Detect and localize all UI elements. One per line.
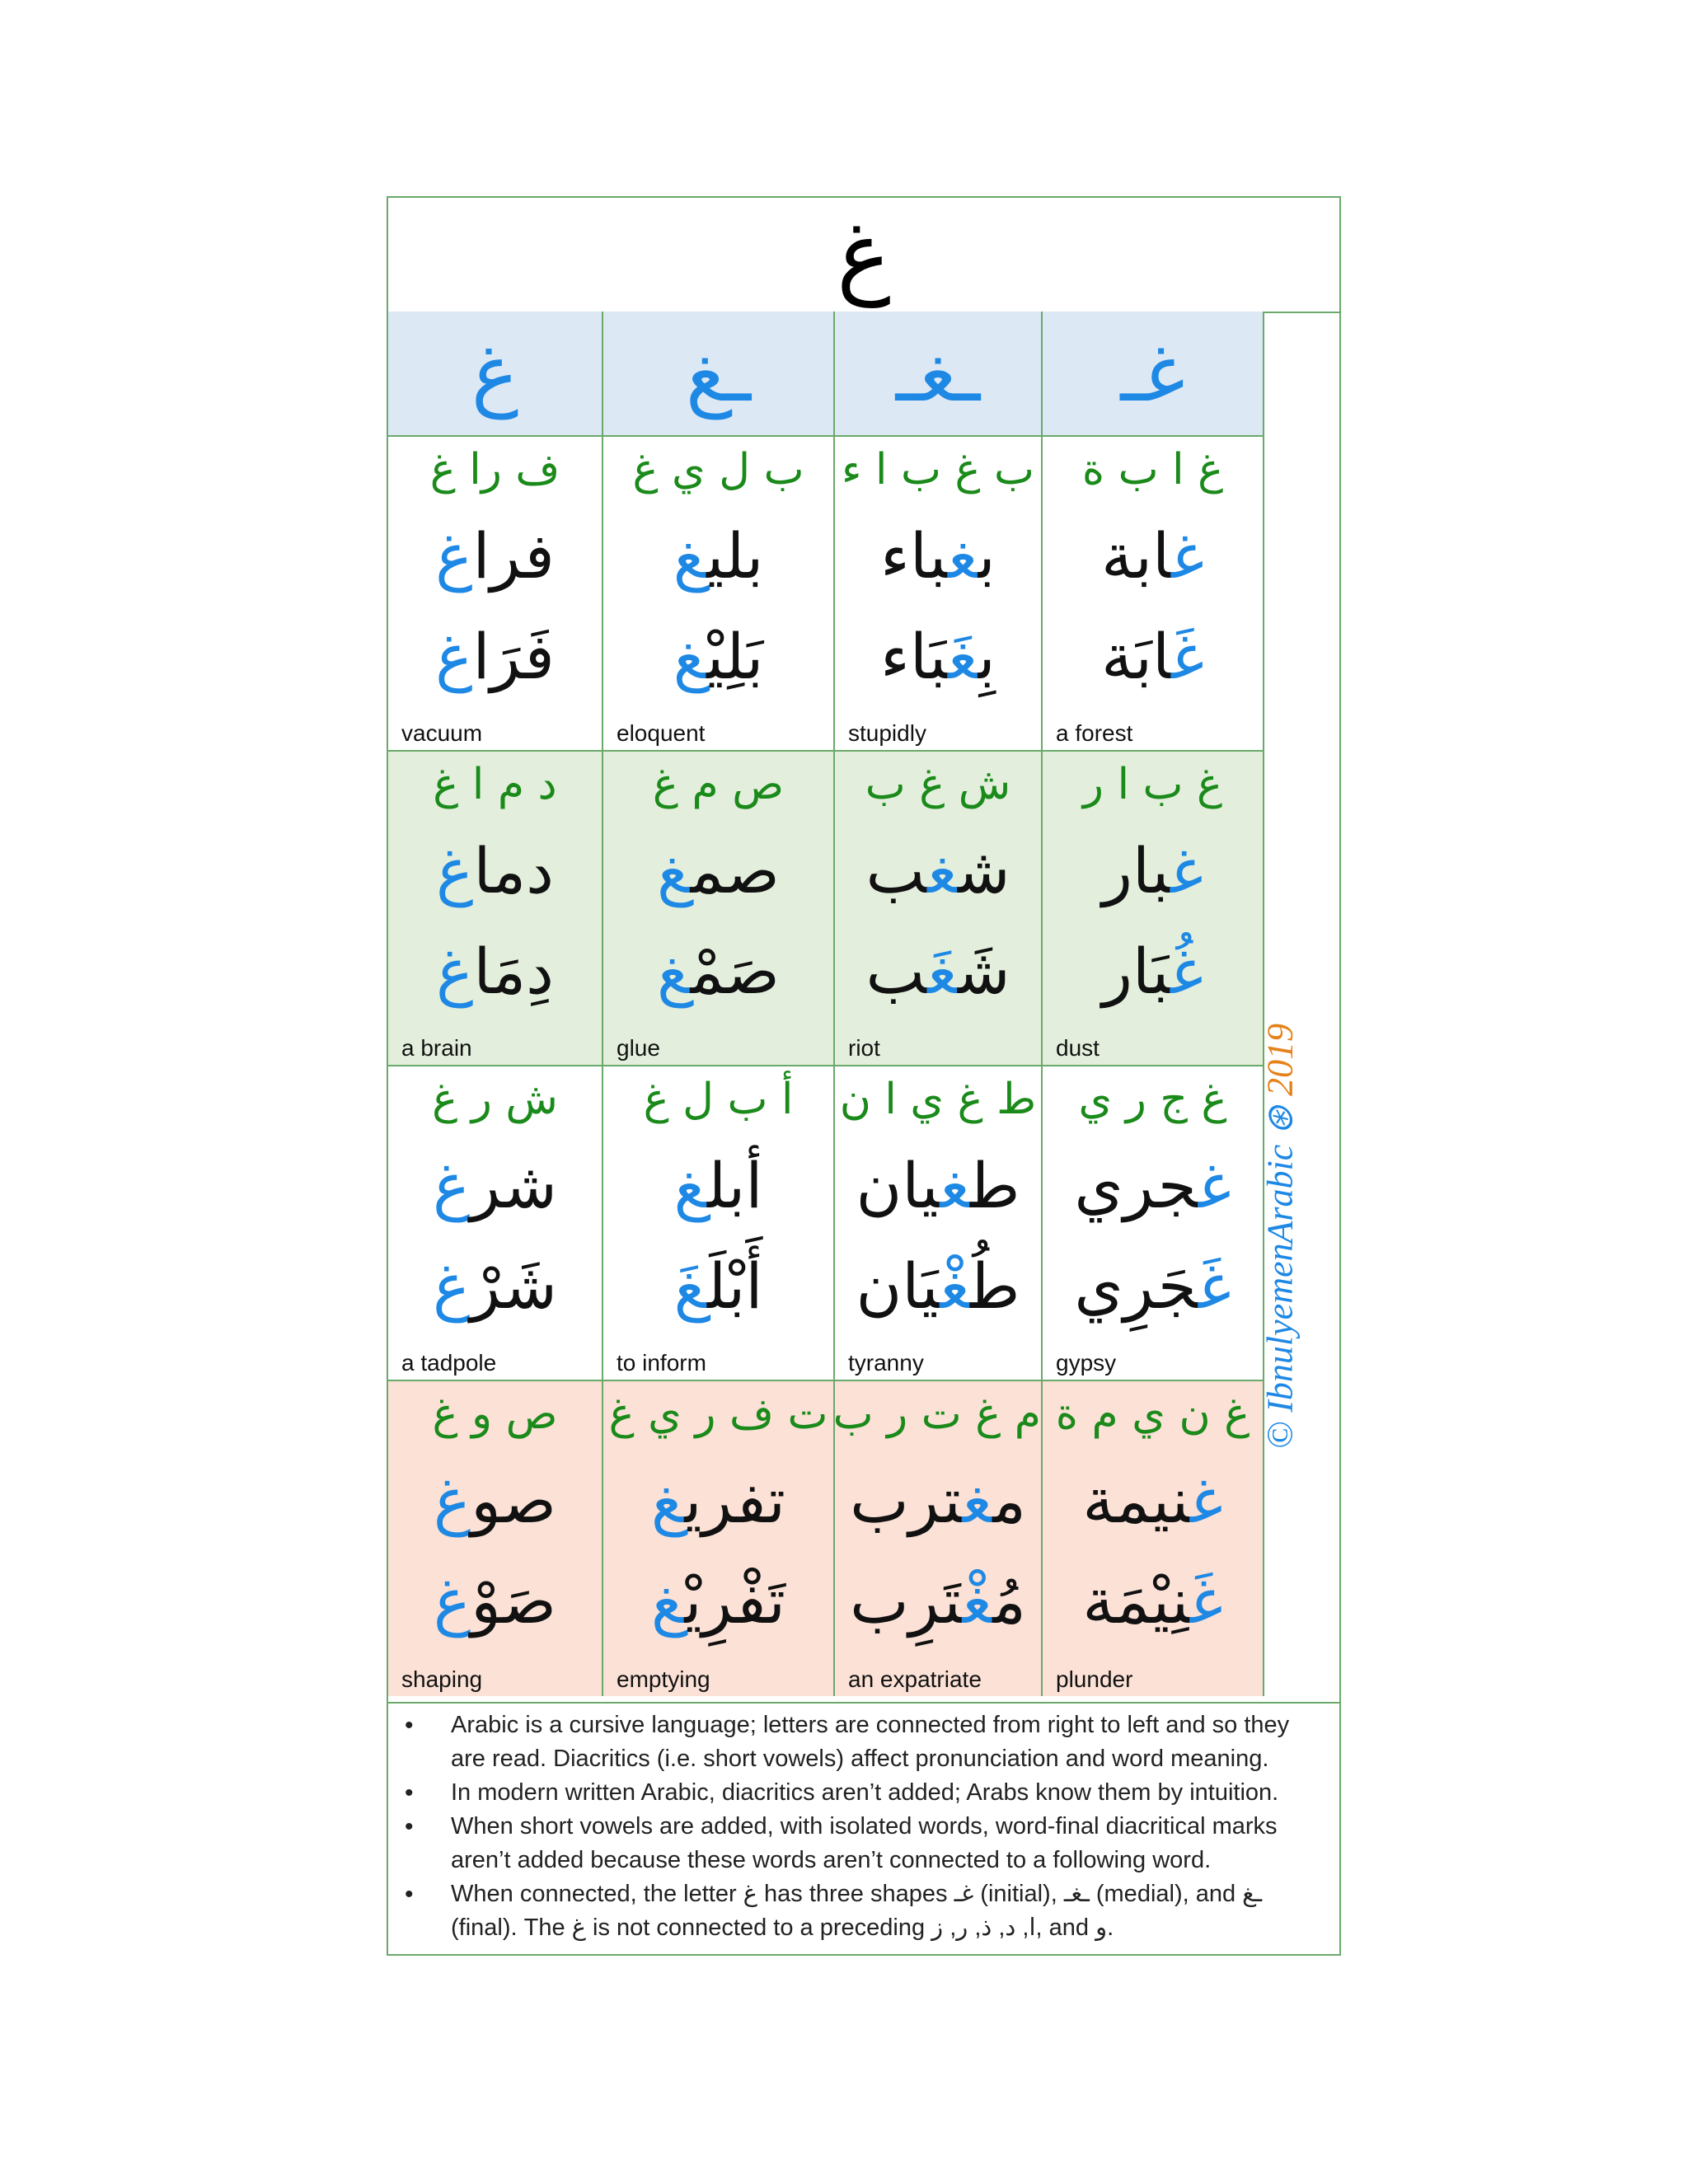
word-plain: فراغ — [435, 519, 555, 593]
notes-list — [398, 1708, 1325, 1945]
word-meaning: to inform — [617, 1350, 706, 1376]
word-meaning: a brain — [401, 1035, 472, 1061]
word-meaning: emptying — [617, 1666, 710, 1692]
spelled-letters: ت ف ر ي غ — [608, 1390, 828, 1439]
word-plain: طغيان — [856, 1149, 1020, 1222]
spelled-letters: أ ب ل غ — [643, 1075, 794, 1124]
form-initial: غـ — [1120, 327, 1185, 419]
spelled-letters: ص م غ — [652, 760, 785, 809]
word-meaning: stupidly — [848, 720, 926, 746]
word-meaning: dust — [1056, 1035, 1100, 1061]
word-voweled: بِغَبَاء — [880, 620, 996, 693]
note-item: • Arabic is a cursive language; letters are connected from right to left and so they are read. Diacritics (i.e. short vowels) affect pronunciation and word meaning. — [398, 1708, 1325, 1776]
word-cell — [388, 1381, 603, 1696]
note-item: • When short vowels are added, with isolated words, word-final diacritical marks aren’t added because these words aren’t connected to a following word. — [398, 1810, 1325, 1877]
word-cell — [835, 1066, 1043, 1380]
spelled-letters: غ ب ا ر — [1082, 760, 1223, 809]
title-row — [388, 198, 1339, 313]
form-final-connected: ـغ — [603, 312, 835, 435]
word-plain: أبلغ — [673, 1149, 763, 1222]
spelled-letters: غ ا ب ة — [1081, 445, 1224, 494]
word-cell — [388, 1066, 603, 1380]
spelled-letters: ب ل ي غ — [632, 445, 804, 494]
word-meaning: shaping — [401, 1666, 483, 1692]
word-plain: شغب — [865, 834, 1010, 907]
word-voweled: تَفْرِيْغ — [650, 1564, 786, 1638]
word-plain: غابة — [1101, 519, 1204, 593]
letter-sheet — [387, 196, 1341, 1956]
spelled-letters: د م ا غ — [433, 760, 557, 809]
word-plain: غجري — [1074, 1149, 1231, 1222]
spelled-letters: غ ج ر ي — [1078, 1075, 1227, 1124]
word-voweled: صَمْغ — [657, 935, 780, 1008]
form-final: غ — [388, 312, 603, 435]
spelled-letters: ط غ ي ا ن — [839, 1075, 1037, 1124]
word-cell — [603, 752, 835, 1065]
copyright-prefix: © IbnulyemenArabic — [1259, 1135, 1301, 1450]
word-grid — [388, 312, 1264, 1696]
word-plain: بغباء — [880, 519, 996, 593]
word-meaning: tyranny — [848, 1350, 924, 1376]
word-cell — [603, 1066, 835, 1380]
word-cell — [388, 437, 603, 750]
title-letter: غ — [837, 202, 891, 307]
word-plain: دماغ — [435, 834, 555, 907]
word-cell — [1043, 752, 1263, 1065]
word-cell — [603, 1381, 835, 1696]
word-meaning: riot — [848, 1035, 880, 1061]
word-voweled: غُبَار — [1102, 935, 1203, 1008]
word-cell — [832, 1381, 1043, 1696]
word-voweled: دِمَاغ — [435, 935, 555, 1008]
notes-section — [388, 1702, 1339, 1954]
word-meaning: vacuum — [401, 720, 483, 746]
word-voweled: غَجَرِي — [1074, 1249, 1231, 1323]
word-row-2 — [388, 752, 1263, 1066]
word-meaning: glue — [617, 1035, 660, 1061]
form-medial: ـغـ — [835, 312, 1043, 435]
word-meaning: eloquent — [617, 720, 706, 746]
letter-forms-row — [388, 312, 1263, 437]
spelled-letters: ب غ ب ا ء — [842, 445, 1034, 494]
word-meaning: a forest — [1056, 720, 1133, 746]
spelled-letters: ش غ ب — [865, 760, 1011, 809]
word-plain: تفريغ — [650, 1464, 786, 1537]
word-voweled: صَوْغ — [433, 1564, 557, 1638]
spelled-letters: ص و غ — [432, 1390, 558, 1439]
word-voweled: غَنِيْمَة — [1082, 1564, 1223, 1638]
word-plain: شرغ — [433, 1149, 557, 1222]
word-cell — [1043, 1381, 1263, 1696]
word-cell — [1043, 437, 1263, 750]
spelled-letters: غ ن ي م ة — [1055, 1390, 1250, 1439]
word-plain: صمغ — [657, 834, 780, 907]
word-voweled: بَلِيْغ — [673, 620, 764, 693]
word-cell — [603, 437, 835, 750]
word-row-4 — [388, 1381, 1263, 1696]
word-voweled: شَرْغ — [433, 1249, 557, 1323]
word-voweled: شَغَب — [865, 935, 1010, 1008]
word-plain: غنيمة — [1082, 1464, 1223, 1537]
spelled-letters: ف را غ — [429, 445, 560, 494]
word-meaning: a tadpole — [401, 1350, 497, 1376]
word-voweled: فَرَاغ — [435, 620, 555, 693]
word-cell — [835, 752, 1043, 1065]
word-voweled: مُغْتَرِب — [850, 1564, 1026, 1638]
word-cell — [1043, 1066, 1263, 1380]
word-plain: صوغ — [433, 1464, 557, 1537]
word-meaning: plunder — [1056, 1666, 1133, 1692]
word-plain: بليغ — [673, 519, 764, 593]
copyright-year: 2019 — [1259, 1023, 1301, 1105]
word-voweled: أَبْلَغَ — [673, 1249, 763, 1323]
word-meaning: gypsy — [1056, 1350, 1117, 1376]
word-cell — [388, 752, 603, 1065]
globe-emblem-icon: ⊛ — [1259, 1104, 1301, 1136]
word-cell — [835, 437, 1043, 750]
word-plain: غبار — [1102, 834, 1203, 907]
word-row-1 — [388, 437, 1263, 752]
word-voweled: طُغْيَان — [856, 1249, 1020, 1323]
word-row-3 — [388, 1066, 1263, 1381]
note-item: • When connected, the letter غ has three shapes غـ (initial), ـغـ (medial), and ـغ (final). The غ is not connected to a preceding ا, د, ذ, ر, ز, and و. — [398, 1877, 1325, 1945]
word-plain: مغترب — [850, 1464, 1026, 1537]
word-voweled: غَابَة — [1101, 620, 1204, 693]
spelled-letters: ش ر غ — [432, 1075, 558, 1124]
word-meaning: an expatriate — [848, 1666, 982, 1692]
note-item: • In modern written Arabic, diacritics aren’t added; Arabs know them by intuition. — [398, 1776, 1325, 1810]
spelled-letters: م غ ت ر ب — [832, 1390, 1041, 1439]
